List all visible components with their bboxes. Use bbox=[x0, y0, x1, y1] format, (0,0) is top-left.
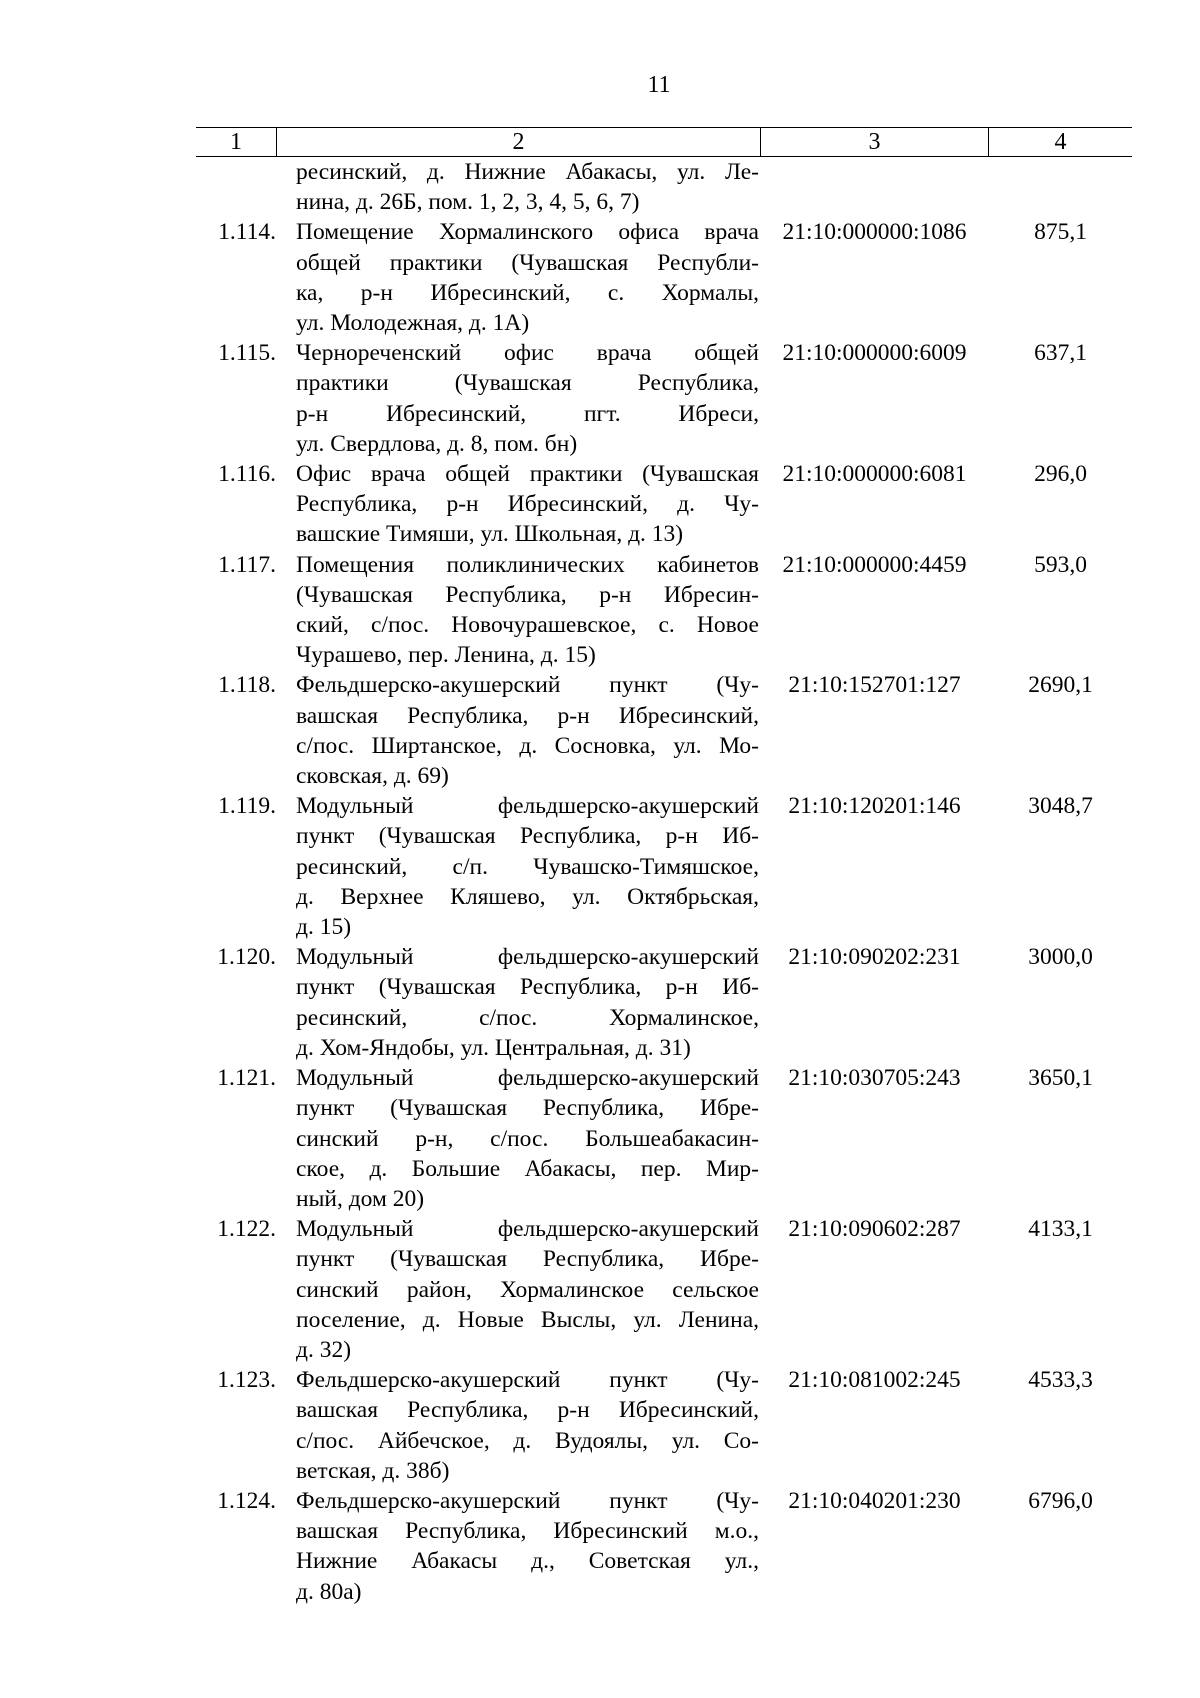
header-col-2: 2 bbox=[277, 128, 761, 156]
area-value: 2690,1 bbox=[1028, 672, 1093, 699]
description-line: д. Верхнее Кляшево, ул. Октябрьская, bbox=[296, 883, 759, 910]
object-description bbox=[296, 1365, 759, 1486]
row-number: 1.115. bbox=[218, 340, 276, 367]
row-number: 1.119. bbox=[218, 793, 276, 820]
table-row bbox=[196, 459, 1132, 550]
table-row bbox=[196, 1486, 1132, 1607]
description-line: Фельдшерско-акушерский пункт (Чу- bbox=[296, 1367, 759, 1394]
description-line: практики (Чувашская Республика, bbox=[296, 370, 759, 397]
description-line: Фельдшерско-акушерский пункт (Чу- bbox=[296, 672, 759, 699]
table-row bbox=[196, 942, 1132, 1063]
cadastral-number: 21:10:000000:1086 bbox=[782, 219, 967, 246]
description-line: сковская, д. 69) bbox=[296, 763, 449, 790]
cadastral-number: 21:10:090202:231 bbox=[788, 944, 961, 971]
cadastral-number: 21:10:000000:6081 bbox=[782, 461, 967, 488]
table-header bbox=[196, 127, 1132, 157]
row-number: 1.122. bbox=[217, 1216, 276, 1243]
description-line: ка, р-н Ибресинский, с. Хормалы, bbox=[296, 279, 759, 306]
object-description bbox=[296, 550, 759, 671]
page-number: 11 bbox=[647, 72, 671, 98]
object-description bbox=[296, 338, 759, 459]
row-number: 1.121. bbox=[217, 1065, 276, 1092]
description-line: вашская Республика, Ибресинский м.о., bbox=[296, 1518, 759, 1545]
description-line: Модульный фельдшерско-акушерский bbox=[296, 944, 759, 971]
table-row bbox=[196, 338, 1132, 459]
description-line: (Чувашская Республика, р-н Ибресин- bbox=[296, 581, 759, 608]
description-line: ресинский, д. Нижние Абакасы, ул. Ле- bbox=[296, 159, 759, 185]
description-line: д. 15) bbox=[296, 914, 352, 941]
description-line: пункт (Чувашская Республика, р-н Иб- bbox=[296, 974, 759, 1001]
area-value: 637,1 bbox=[1034, 340, 1087, 367]
object-description bbox=[296, 1063, 759, 1214]
description-line: Модульный фельдшерско-акушерский bbox=[296, 1065, 759, 1092]
row-number: 1.123. bbox=[217, 1367, 276, 1394]
cadastral-number: 21:10:000000:6009 bbox=[782, 340, 967, 367]
description-line: Республика, р-н Ибресинский, д. Чу- bbox=[296, 491, 759, 518]
description-line: д. Хом-Яндобы, ул. Центральная, д. 31) bbox=[296, 1034, 691, 1061]
object-description bbox=[296, 217, 759, 338]
description-line: Офис врача общей практики (Чувашская bbox=[296, 461, 759, 488]
object-description bbox=[296, 791, 759, 942]
description-line: ветская, д. 38б) bbox=[296, 1457, 450, 1484]
description-line: р-н Ибресинский, пгт. Ибреси, bbox=[296, 400, 759, 427]
row-number bbox=[196, 157, 276, 217]
cadastral-number: 21:10:081002:245 bbox=[788, 1367, 961, 1394]
description-line: Модульный фельдшерско-акушерский bbox=[296, 793, 759, 820]
area-value: 4133,1 bbox=[1028, 1216, 1093, 1243]
table-row bbox=[196, 791, 1132, 942]
cadastral-number: 21:10:090602:287 bbox=[788, 1216, 961, 1243]
cadastral-number bbox=[759, 157, 986, 217]
row-number: 1.120. bbox=[217, 944, 276, 971]
description-line: д. 32) bbox=[296, 1336, 352, 1363]
description-line: Фельдшерско-акушерский пункт (Чу- bbox=[296, 1487, 759, 1514]
row-number: 1.116. bbox=[218, 461, 276, 488]
table-row bbox=[196, 1063, 1132, 1214]
object-description bbox=[296, 670, 759, 791]
description-line: Чурашево, пер. Ленина, д. 15) bbox=[296, 642, 596, 669]
area-value: 6796,0 bbox=[1028, 1487, 1093, 1514]
description-line: Помещения поликлинических кабинетов bbox=[296, 551, 759, 578]
area-value: 3000,0 bbox=[1028, 944, 1093, 971]
cadastral-number: 21:10:030705:243 bbox=[788, 1065, 961, 1092]
header-col-1: 1 bbox=[196, 128, 277, 156]
cadastral-number: 21:10:000000:4459 bbox=[782, 551, 967, 578]
table-body bbox=[196, 157, 1132, 1607]
description-line: пункт (Чувашская Республика, Ибре- bbox=[296, 1095, 759, 1122]
area-value bbox=[986, 157, 1129, 217]
row-number: 1.114. bbox=[218, 219, 276, 246]
description-line: ский, с/пос. Новочурашевское, с. Новое bbox=[296, 612, 759, 639]
description-line: вашские Тимяши, ул. Школьная, д. 13) bbox=[296, 521, 684, 548]
cadastral-number: 21:10:152701:127 bbox=[788, 672, 961, 699]
description-line: пункт (Чувашская Республика, Ибре- bbox=[296, 1246, 759, 1273]
description-line: ул. Молодежная, д. 1А) bbox=[296, 310, 530, 337]
description-line: синский р-н, с/пос. Большеабакасин- bbox=[296, 1125, 759, 1152]
object-description bbox=[296, 157, 759, 217]
row-number: 1.124. bbox=[217, 1487, 276, 1514]
description-line: с/пос. Айбечское, д. Вудоялы, ул. Со- bbox=[296, 1427, 759, 1454]
row-number: 1.117. bbox=[218, 551, 276, 578]
header-col-3: 3 bbox=[761, 128, 989, 156]
table-row bbox=[196, 1365, 1132, 1486]
table-row bbox=[196, 1214, 1132, 1365]
description-line: ул. Свердлова, д. 8, пом. бн) bbox=[296, 430, 578, 457]
description-line: нина, д. 26Б, пом. 1, 2, 3, 4, 5, 6, 7) bbox=[296, 189, 640, 216]
description-line: синский район, Хормалинское сельское bbox=[296, 1276, 759, 1303]
description-line: Модульный фельдшерско-акушерский bbox=[296, 1216, 759, 1243]
table-row bbox=[196, 157, 1132, 217]
table-row bbox=[196, 550, 1132, 671]
area-value: 4533,3 bbox=[1028, 1367, 1093, 1394]
header-col-4: 4 bbox=[1054, 129, 1067, 155]
property-table bbox=[196, 127, 1132, 1607]
table-row bbox=[196, 670, 1132, 791]
object-description bbox=[296, 1214, 759, 1365]
description-line: д. 80а) bbox=[296, 1578, 362, 1605]
description-line: с/пос. Ширтанское, д. Сосновка, ул. Мо- bbox=[296, 732, 759, 759]
area-value: 3048,7 bbox=[1028, 793, 1093, 820]
description-line: пункт (Чувашская Республика, р-н Иб- bbox=[296, 823, 759, 850]
description-line: ный, дом 20) bbox=[296, 1185, 425, 1212]
object-description bbox=[296, 942, 759, 1063]
description-line: Помещение Хормалинского офиса врача bbox=[296, 219, 759, 246]
description-line: Нижние Абакасы д., Советская ул., bbox=[296, 1548, 759, 1575]
area-value: 875,1 bbox=[1034, 219, 1087, 246]
object-description bbox=[296, 459, 759, 550]
description-line: Чернореченский офис врача общей bbox=[296, 340, 759, 367]
area-value: 593,0 bbox=[1034, 551, 1087, 578]
description-line: ское, д. Большие Абакасы, пер. Мир- bbox=[296, 1155, 759, 1182]
description-line: вашская Республика, р-н Ибресинский, bbox=[296, 1397, 759, 1424]
object-description bbox=[296, 1486, 759, 1607]
description-line: вашская Республика, р-н Ибресинский, bbox=[296, 702, 759, 729]
table-row bbox=[196, 217, 1132, 338]
cadastral-number: 21:10:120201:146 bbox=[788, 793, 961, 820]
description-line: ресинский, с/п. Чувашско-Тимяшское, bbox=[296, 853, 759, 880]
description-line: ресинский, с/пос. Хормалинское, bbox=[296, 1004, 759, 1031]
area-value: 3650,1 bbox=[1028, 1065, 1093, 1092]
cadastral-number: 21:10:040201:230 bbox=[788, 1487, 961, 1514]
description-line: общей практики (Чувашская Республи- bbox=[296, 249, 759, 276]
row-number: 1.118. bbox=[218, 672, 276, 699]
area-value: 296,0 bbox=[1034, 461, 1087, 488]
description-line: поселение, д. Новые Выслы, ул. Ленина, bbox=[296, 1306, 759, 1333]
